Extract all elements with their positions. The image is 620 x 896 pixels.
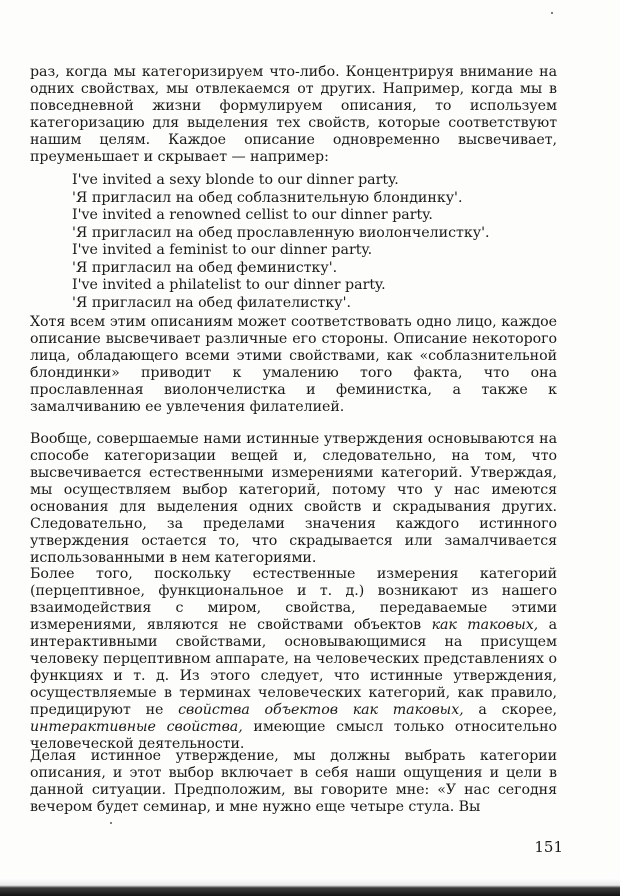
example-line: I've invited a philatelist to our dinner party. bbox=[72, 277, 386, 293]
example-line: 'Я пригласил на обед филателистку'. bbox=[72, 294, 352, 311]
example-line: I've invited a renowned cellist to our dinner party. bbox=[72, 207, 433, 223]
scan-bottom-edge bbox=[0, 878, 620, 896]
text-run: а скорее, bbox=[463, 702, 557, 718]
scan-speck bbox=[110, 822, 112, 824]
emphasis-interactive-properties: интерактивные свойства, bbox=[30, 719, 243, 735]
paragraph-intro bbox=[30, 64, 557, 166]
paragraph-descriptions bbox=[30, 314, 557, 416]
paragraph-interactive-properties-text bbox=[30, 566, 557, 753]
paragraph-choosing-categories bbox=[30, 748, 557, 816]
example-line: I've invited a feminist to our dinner party. bbox=[72, 242, 373, 258]
text-run: имеющие смысл только относительно человеческой деятельности. bbox=[30, 719, 557, 752]
emphasis-object-properties: свойства объектов как таковых, bbox=[178, 702, 464, 718]
paragraph-intro-text: раз, когда мы категоризируем что-либо. Концентрируя внимание на одних свойствах, мы отвлекаемся от других. Например, когда мы в повседневной жизни формулируем описания, то используем категоризацию для выделения тех свойств, которые соответствуют нашим целям. Каждое описание одновременно высвечивает, преуменьшает и скрывает — например: bbox=[30, 64, 557, 165]
example-sentences bbox=[72, 172, 542, 312]
emphasis-as-such: как таковых, bbox=[431, 617, 539, 633]
text-run: Более того, поскольку естественные измерения категорий (перцептивное, функциональное и т. д.) возникают из нашего взаимодействия с миром, свойства, передаваемые этими измерениями, являются не свойствами объектов bbox=[30, 566, 557, 633]
text-run: а интерактивными свойствами, основывающимися на присущем человеку перцептивном аппарате, на человеческих представлениях о функциях и т. д. Из этого следует, что истинные утверждения, осуществляемые в терминах человеческих категорий, как правило, предицируют не bbox=[30, 617, 558, 718]
paragraph-interactive-properties bbox=[30, 566, 557, 753]
paragraph-choosing-categories-text: Делая истинное утверждение, мы должны выбрать категории описания, и этот выбор включает в себя наши ощущения и цели в данной ситуации. Предположим, вы говорите мне: «У нас сегодня вечером будет семинар, и мне нужно еще четыре стула. Вы bbox=[30, 748, 557, 815]
page-number: 151 bbox=[534, 838, 563, 856]
example-line: 'Я пригласил на обед феминистку'. bbox=[72, 259, 338, 276]
example-line: 'Я пригласил на обед соблазнительную блондинку'. bbox=[72, 189, 463, 206]
scan-speck bbox=[551, 12, 553, 14]
paragraph-true-statements-text: Вообще, совершаемые нами истинные утверждения основываются на способе категоризации вещей и, следовательно, на том, что высвечивается естественными измерениями категорий. Утверждая, мы осуществляем выбор категорий, потому что у нас имеются основания для выделения одних свойств и скрадывания других. Следовательно, за пределами значения каждого истинного утверждения остается то, что скрадывается или замалчивается использованными в нем категориями. bbox=[30, 431, 557, 566]
example-line: I've invited a sexy blonde to our dinner party. bbox=[72, 172, 399, 188]
paragraph-true-statements bbox=[30, 431, 557, 567]
paragraph-descriptions-text: Хотя всем этим описаниям может соответствовать одно лицо, каждое описание высвечивает различные его стороны. Описание некоторого лица, обладающего всеми этими свойствами, как «соблазнительной блондинки» приводит к умалению того факта, что она прославленная виолончелистка и феминистка, а также к замалчиванию ее увлечения филателией. bbox=[30, 314, 557, 415]
example-line: 'Я пригласил на обед прославленную виолончелистку'. bbox=[72, 224, 490, 241]
